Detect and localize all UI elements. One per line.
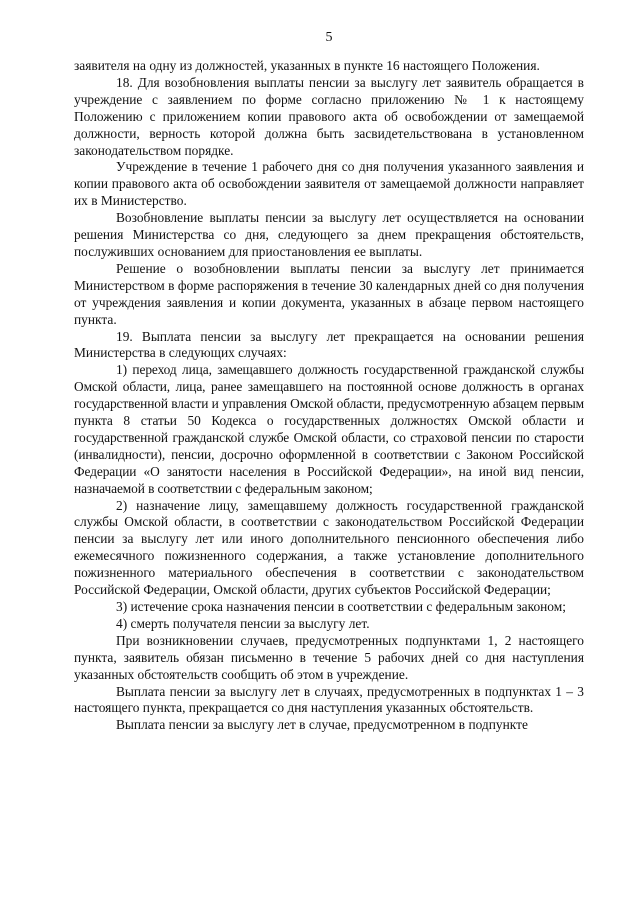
paragraph-notification-duty: При возникновении случаев, предусмотренных подпунктами 1, 2 настоящего пункта, заявитель обязан письменно в течение 5 рабочих дней со дня наступления указанных обстоятельств сообщить об этом в учреждение.	[74, 632, 584, 682]
paragraph-termination-1-3: Выплата пенсии за выслугу лет в случаях, предусмотренных в подпунктах 1 – 3 настоящего пункта, прекращается со дня наступления указанных обстоятельств.	[74, 683, 584, 716]
paragraph-continuation: заявителя на одну из должностей, указанных в пункте 16 настоящего Положения.	[74, 58, 540, 73]
paragraph-subitem-3: 3) истечение срока назначения пенсии в соответствии с федеральным законом;	[116, 599, 566, 614]
page-number: 5	[325, 30, 333, 45]
paragraph-item-19: 19. Выплата пенсии за выслугу лет прекращается на основании решения Министерства в следующих случаях:	[74, 328, 584, 361]
document-body	[74, 58, 584, 734]
paragraph-institution-forwarding: Учреждение в течение 1 рабочего дня со дня получения указанного заявления и копии правового акта об освобождении заявителя от замещаемой должности направляет их в Министерство.	[74, 159, 584, 209]
paragraph-subitem-2: 2) назначение лицу, замещавшему должность государственной гражданской службы Омской области, в соответствии с законодательством Российской Федерации пенсии за выслугу лет или иного дополнительного пенсионного обеспечения либо ежемесячного пожизненного содержания, а также установление дополнительного пожизненного материального обеспечения в соответствии с законодательством Российской Федерации, Омской области, других субъектов Российской Федерации;	[74, 497, 584, 598]
paragraph-item-18: 18. Для возобновления выплаты пенсии за выслугу лет заявитель обращается в учреждение с заявлением по форме согласно приложению № 1 к настоящему Положению с приложением копии правового акта об освобождении от замещаемой должности, верность которой должна быть засвидетельствована в установленном законодательством порядке.	[74, 74, 584, 158]
paragraph-subitem-1: 1) переход лица, замещавшего должность государственной гражданской службы Омской области, лица, ранее замещавшего на постоянной основе должность в органах государственной власти и управления Омской области, предусмотренную абзацем первым пункта 8 статьи 50 Кодекса о государственных должностях Омской области и государственной гражданской службе Омской области, со страховой пенсии по старости (инвалидности), пенсии, досрочно оформленной в соответствии с Законом Российской Федерации «О занятости населения в Российской Федерации», на иной вид пенсии, назначаемой в соответствии с федеральным законом;	[74, 362, 584, 496]
paragraph-subitem-4: 4) смерть получателя пенсии за выслугу лет.	[116, 615, 370, 631]
paragraph-termination-subitem: Выплата пенсии за выслугу лет в случае, предусмотренном в подпункте	[116, 717, 528, 733]
paragraph-resumption-decision: Решение о возобновлении выплаты пенсии за выслугу лет принимается Министерством в форме распоряжения в течение 30 календарных дней со дня получения от учреждения заявления и копии документа, указанных в абзаце первом настоящего пункта.	[74, 260, 584, 327]
paragraph-resumption-basis: Возобновление выплаты пенсии за выслугу лет осуществляется на основании решения Министерства со дня, следующего за днем прекращения обстоятельств, послуживших основанием для приостановления ее выплаты.	[74, 210, 584, 259]
